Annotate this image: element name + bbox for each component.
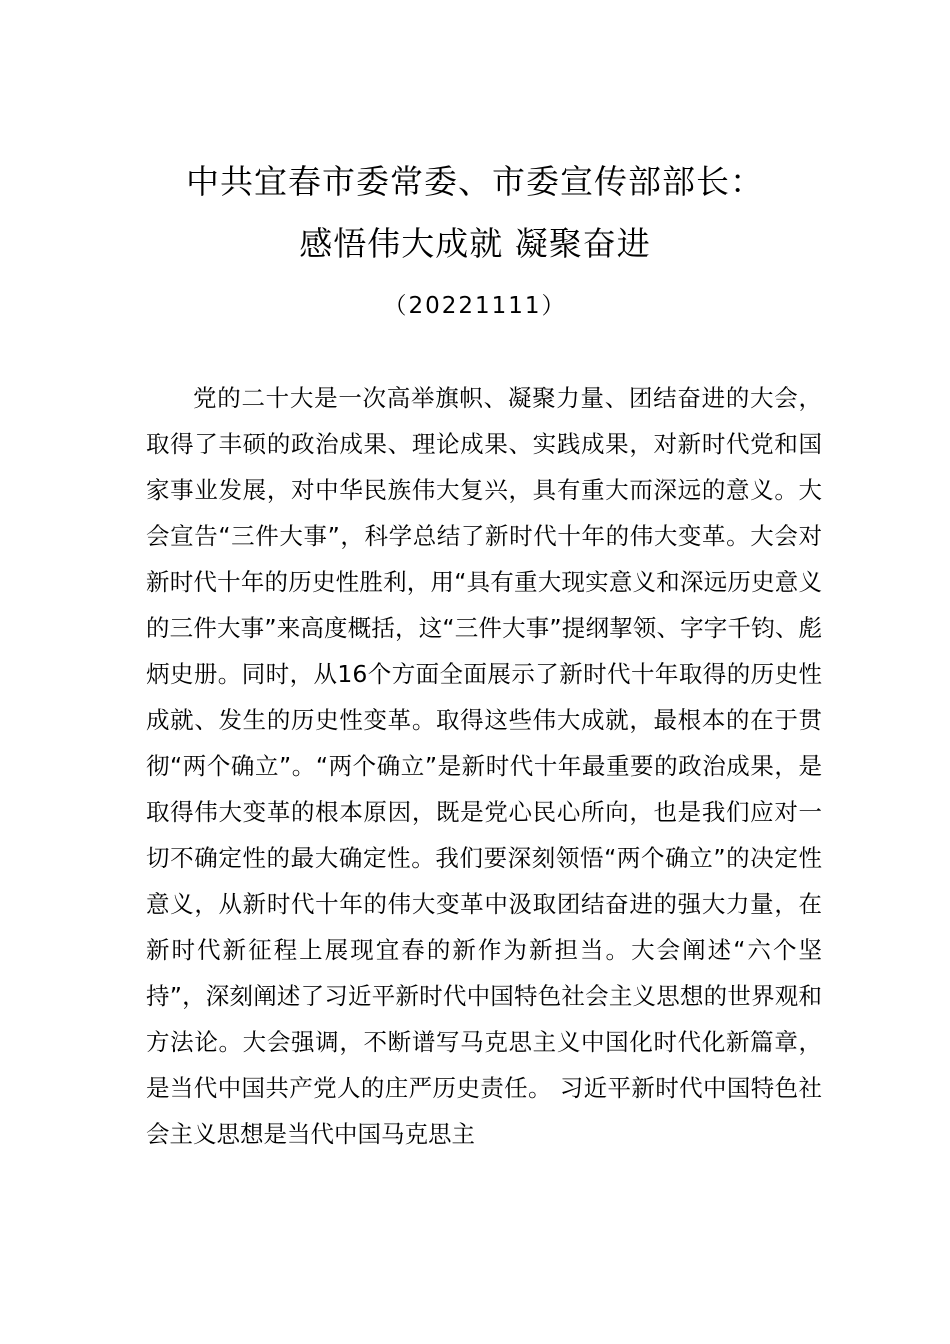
document-title-line2: 感悟伟大成就 凝聚奋进 [299,224,651,263]
document-title-line1: 中共宜春市委常委、市委宣传部部长： [186,162,764,201]
body-paragraph: 党的二十大是一次高举旗帜、凝聚力量、团结奋进的大会，取得了丰硕的政治成果、理论成果、实践成果，对新时代党和国家事业发展，对中华民族伟大复兴，具有重大而深远的意义。大会宣告“三件大事”，科学总结了新时代十年的伟大变革。大会对新时代十年的历史性胜利，用“具有重大现实意义和深远历史意义的三件大事”来高度概括，这“三件大事”提纲挈领、字字千钧、彪炳史册。同时，从16个方面全面展示了新时代十年取得的历史性成就、发生的历史性变革。取得这些伟大成就，最根本的在于贯彻“两个确立”。“两个确立”是新时代十年最重要的政治成果，是取得伟大变革的根本原因，既是党心民心所向，也是我们应对一切不确定性的最大确定性。我们要深刻领悟“两个确立”的决定性意义，从新时代十年的伟大变革中汲取团结奋进的强大力量，在新时代新征程上展现宜春的新作为新担当。大会阐述“六个坚持”，深刻阐述了习近平新时代中国特色社会主义思想的世界观和方法论。大会强调，不断谱写马克思主义中国化时代化新篇章，是当代中国共产党人的庄严历史责任。 习近平新时代中国特色社会主义思想是当代中国马克思主 [146,384,822,1148]
document-date: （20221111） [383,293,567,319]
